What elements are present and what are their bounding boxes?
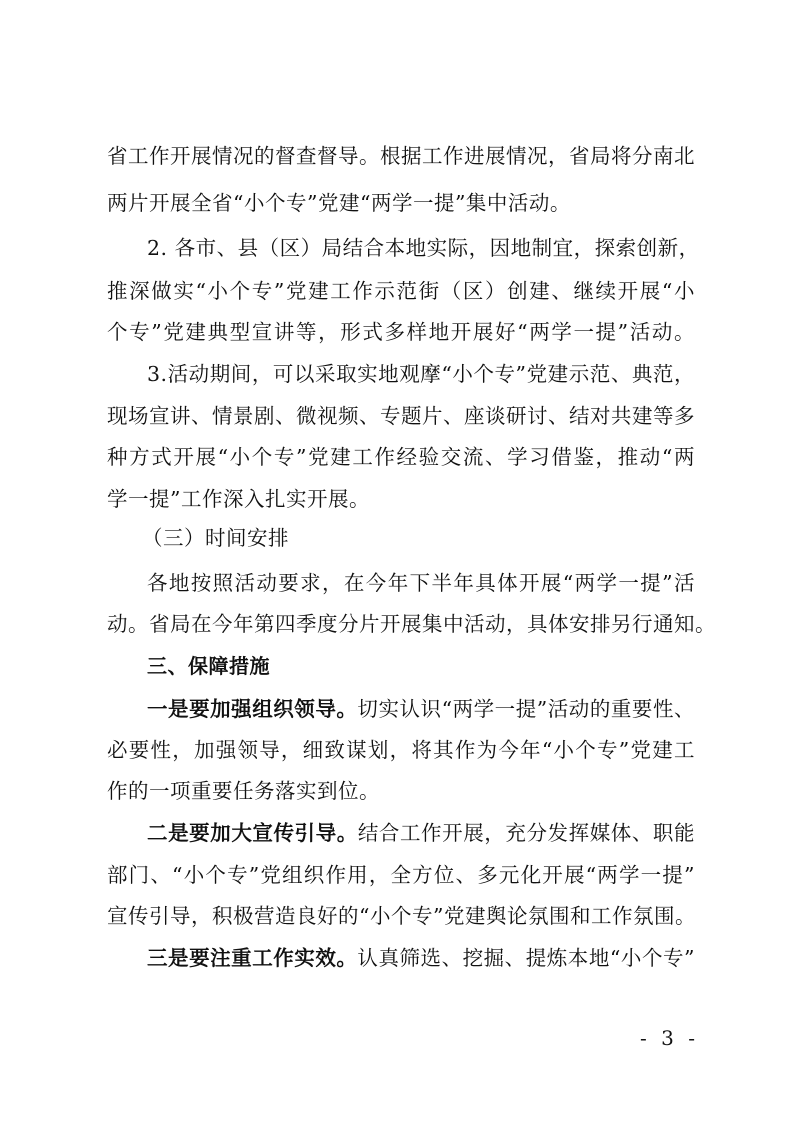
- body-text-line: 动。省局在今年第四季度分片开展集中活动，具体安排另行通知。: [107, 612, 716, 636]
- body-text-span: 认真筛选、挖掘、提炼本地“小个专”: [357, 946, 696, 970]
- body-text-line: 宣传引导，积极营造良好的“小个专”党建舆论氛围和工作氛围。: [107, 904, 696, 928]
- lead-phrase: 二是要加大宣传引导。: [147, 821, 358, 845]
- body-text-line: 个专”党建典型宣讲等，形式多样地开展好“两学一提”活动。: [107, 320, 695, 344]
- body-text-line: [147, 690, 695, 728]
- body-text-line: 种方式开展“小个专”党建工作经验交流、学习借鉴，推动“两: [107, 445, 695, 469]
- section-heading: 三、保障措施: [147, 654, 270, 678]
- body-text-line: 省工作开展情况的督查督导。根据工作进展情况，省局将分南北: [107, 144, 695, 168]
- body-text-line: 作的一项重要任务落实到位。: [107, 779, 380, 803]
- section-subheading: （三）时间安排: [142, 526, 289, 550]
- lead-phrase: 三是要注重工作实效。: [147, 946, 358, 970]
- body-text-span: 切实认识“两学一提”活动的重要性、: [357, 697, 696, 721]
- body-text-line: 各地按照活动要求，在今年下半年具体开展“两学一提”活: [147, 571, 695, 595]
- body-text-line: [147, 814, 695, 852]
- body-text-line: 两片开展全省“小个专”党建“两学一提”集中活动。: [107, 191, 571, 215]
- body-text-line: 学一提”工作深入扎实开展。: [107, 487, 370, 511]
- body-text-span: 结合工作开展，充分发挥媒体、职能: [357, 821, 696, 845]
- body-text-line: 必要性，加强领导，细致谋划，将其作为今年“小个专”党建工: [107, 738, 695, 762]
- body-text-line: [147, 939, 695, 977]
- page-number: - 3 -: [640, 1026, 699, 1050]
- body-text-line: 部门、“小个专”党组织作用，全方位、多元化开展“两学一提”: [107, 863, 695, 887]
- body-text-line: 3.活动期间，可以采取实地观摩“小个专”党建示范、典范，: [147, 362, 695, 386]
- body-text-line: 2. 各市、县（区）局结合本地实际，因地制宜，探索创新，: [147, 236, 700, 260]
- body-text-line: 现场宣讲、情景剧、微视频、专题片、座谈研讨、结对共建等多: [107, 404, 695, 428]
- body-text-line: 推深做实“小个专”党建工作示范街（区）创建、继续开展“小: [107, 279, 695, 303]
- lead-phrase: 一是要加强组织领导。: [147, 697, 358, 721]
